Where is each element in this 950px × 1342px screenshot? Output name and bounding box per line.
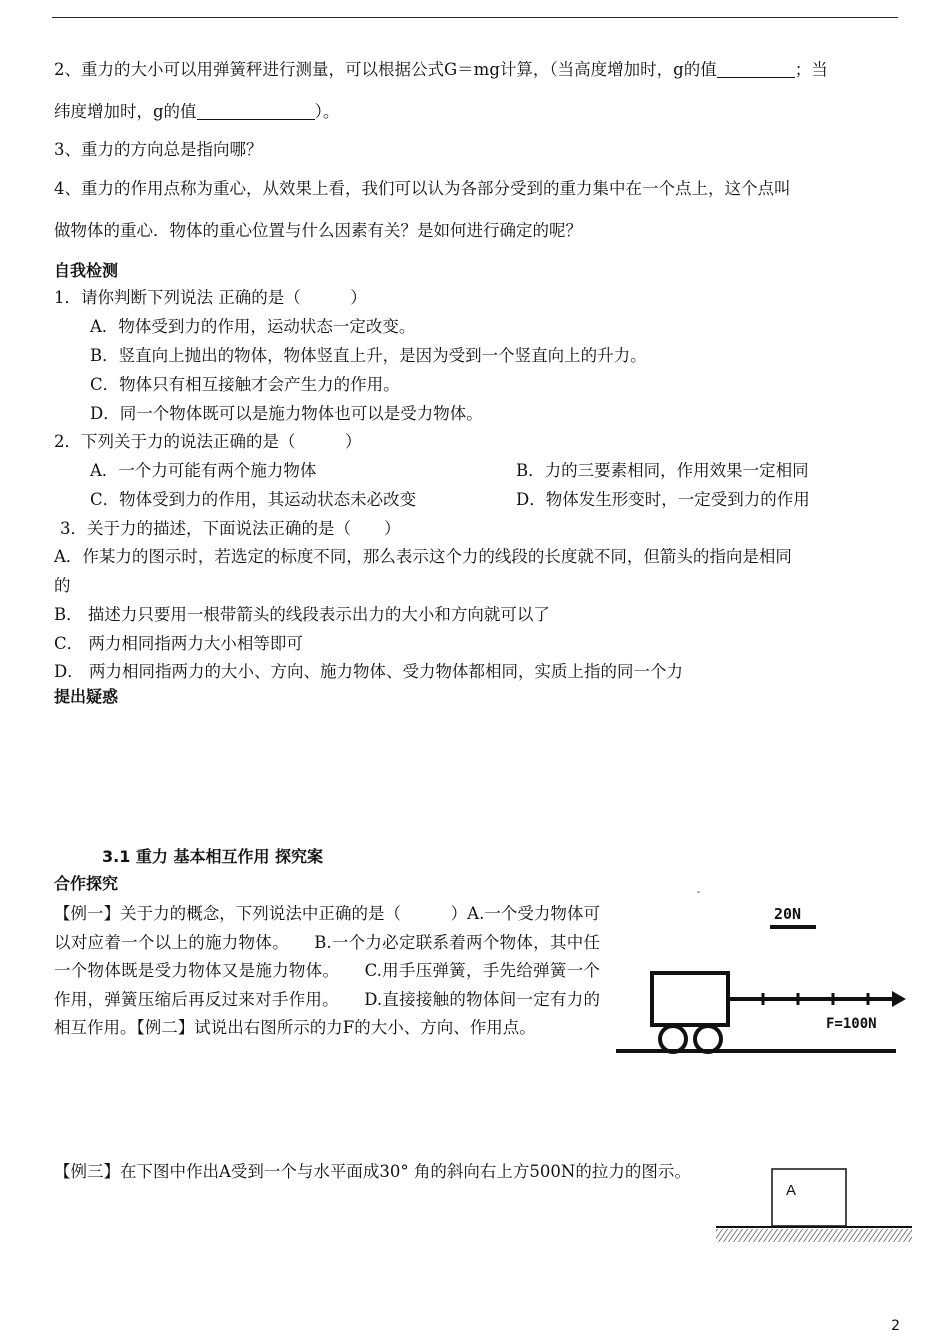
sc-q2-option-b: B．力的三要素相同，作用效果一定相同 bbox=[516, 461, 809, 480]
sc-q3-option-c: C． 两力相同指两力大小相等即可 bbox=[54, 634, 303, 653]
answer-blank-height[interactable] bbox=[717, 61, 795, 78]
cart-wheel-left bbox=[660, 1026, 686, 1052]
q2-text-c: 纬度增加时，g的值 bbox=[54, 102, 197, 121]
sc-q3-option-b: B． 描述力只要用一根带箭头的线段表示出力的大小和方向就可以了 bbox=[54, 605, 550, 624]
sc-q2-option-d: D．物体发生形变时，一定受到力的作用 bbox=[516, 490, 810, 509]
block-a bbox=[772, 1169, 846, 1226]
figure-mark: ˇ bbox=[696, 891, 701, 902]
section-title: 3.1 重力 基本相互作用 探究案 bbox=[102, 847, 324, 866]
self-check-heading: 自我检测 bbox=[54, 261, 119, 280]
sc-q2-option-a: A．一个力可能有两个施力物体 bbox=[90, 461, 317, 480]
sc-q3-option-a-line-1: A．作某力的图示时，若选定的标度不同，那么表示这个力的线段的长度就不同，但箭头的指向是相同 bbox=[54, 547, 792, 566]
block-on-ground-figure bbox=[712, 1165, 917, 1247]
sc-q3-option-d: D． 两力相同指两力的大小、方向、施力物体、受力物体都相同，实质上指的同一个力 bbox=[54, 662, 683, 681]
top-rule bbox=[52, 17, 898, 18]
sc-q1-option-b: B．竖直向上抛出的物体，物体竖直上升，是因为受到一个竖直向上的升力。 bbox=[90, 346, 647, 365]
force-label: F=100N bbox=[826, 1016, 877, 1032]
arrow-head-icon bbox=[892, 991, 906, 1007]
coop-heading: 合作探究 bbox=[54, 874, 119, 893]
example-3-text: 【例三】在下图中作出A受到一个与水平面成30° 角的斜向右上方500N的拉力的图示。 bbox=[54, 1162, 691, 1181]
example-1-and-2-text: 【例一】关于力的概念，下列说法中正确的是（ ）A.一个受力物体可以对应着一个以上的施力物体。 B.一个力必定联系着两个物体，其中任一个物体既是受力物体又是施力物体。 C.用手压弹簧，手先给弹簧一个作用，弹簧压缩后再反过来对手作用。 D.直接接触的物体间一定有力的相互作用。【例二】试说出右图所示的力F的大小、方向、作用点。 bbox=[54, 904, 600, 1037]
sc-q1-option-d: D．同一个物体既可以是施力物体也可以是受力物体。 bbox=[90, 404, 483, 423]
sc-q1-stem: 1．请你判断下列说法 正确的是（ ） bbox=[54, 288, 367, 307]
question-3: 3、重力的方向总是指向哪？ bbox=[54, 140, 263, 159]
question-2-line-2 bbox=[54, 101, 339, 123]
sc-q2-stem: 2．下列关于力的说法正确的是（ ） bbox=[54, 432, 362, 451]
sc-q1-option-c: C．物体只有相互接触才会产生力的作用。 bbox=[90, 375, 400, 394]
ground-hatching bbox=[716, 1229, 912, 1242]
sc-q3-option-a-line-2: 的 bbox=[54, 576, 71, 595]
q2-text-a: 2、重力的大小可以用弹簧秤进行测量，可以根据公式G＝mg计算，（当高度增加时，g的值 bbox=[54, 60, 717, 79]
cart-body bbox=[652, 973, 728, 1025]
question-4-line-1: 4、重力的作用点称为重心，从效果上看，我们可以认为各部分受到的重力集中在一个点上，这个点叫 bbox=[54, 179, 791, 198]
cart-force-figure bbox=[610, 885, 910, 1070]
q2-text-b: ；当 bbox=[794, 60, 828, 79]
cart-wheel-right bbox=[695, 1026, 721, 1052]
scale-label: 20N bbox=[774, 905, 802, 923]
sc-q3-stem: 3．关于力的描述，下面说法正确的是（ ） bbox=[60, 519, 401, 538]
sc-q1-option-a: A．物体受到力的作用，运动状态一定改变。 bbox=[90, 317, 416, 336]
page-number: 2 bbox=[891, 1318, 900, 1334]
q2-text-d: ）。 bbox=[314, 102, 340, 121]
block-label: A bbox=[786, 1182, 797, 1199]
answer-blank-latitude[interactable] bbox=[197, 103, 315, 120]
doubts-heading: 提出疑惑 bbox=[54, 687, 119, 706]
question-2-line-1 bbox=[54, 59, 828, 81]
question-4-line-2: 做物体的重心．物体的重心位置与什么因素有关？是如何进行确定的呢？ bbox=[54, 221, 582, 240]
sc-q2-option-c: C．物体受到力的作用，其运动状态未必改变 bbox=[90, 490, 417, 509]
